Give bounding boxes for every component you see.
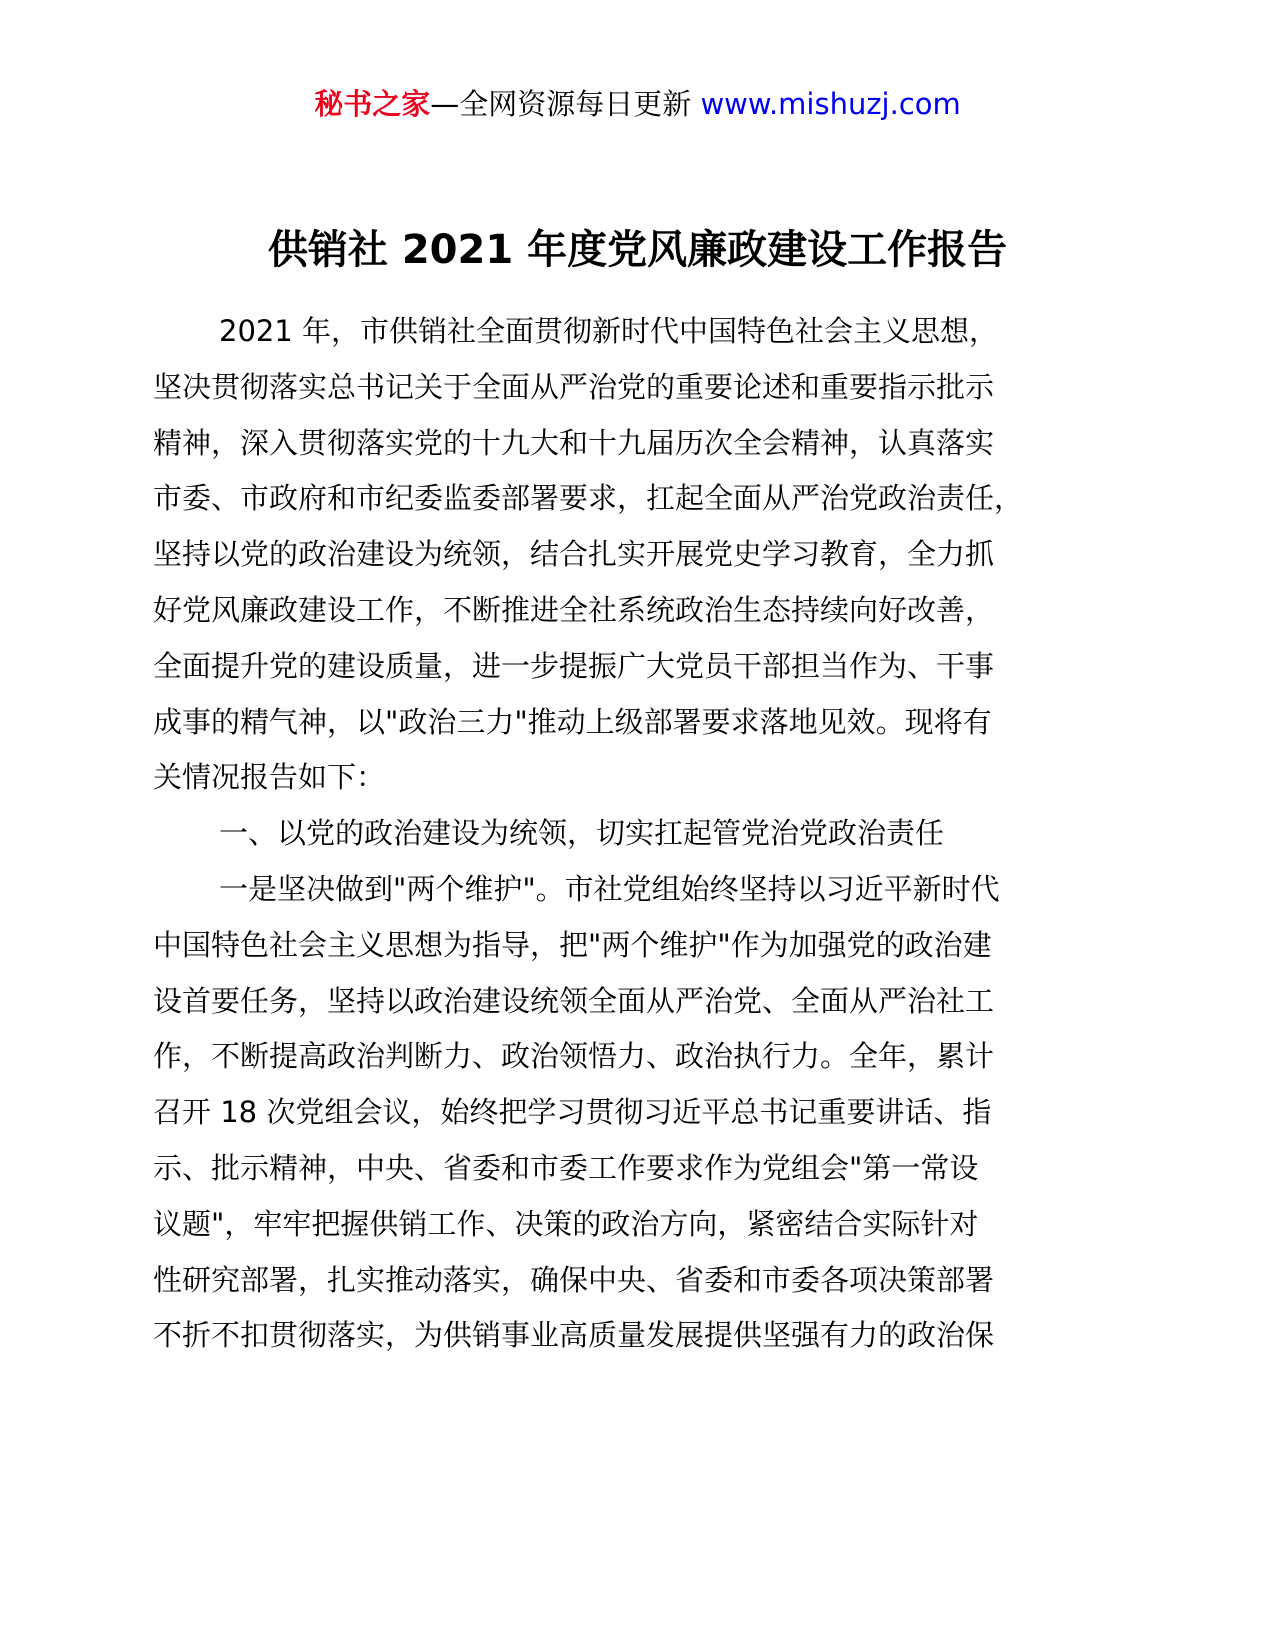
body-line: 一是坚决做到"两个维护"。市社党组始终坚持以习近平新时代 <box>219 871 1000 906</box>
site-name: 秘书之家 <box>314 87 431 121</box>
body-line: 不折不扣贯彻落实，为供销事业高质量发展提供坚强有力的政治保 <box>153 1318 995 1353</box>
body-line: 市委、市政府和市纪委监委部署要求，扛起全面从严治党政治责任， <box>153 481 1024 516</box>
body-line: 议题"，牢牢把握供销工作、决策的政治方向，紧密结合实际针对 <box>153 1206 979 1241</box>
body-line: 召开 18 次党组会议，始终把学习贯彻习近平总书记重要讲话、指 <box>153 1095 992 1130</box>
document-body <box>153 304 1125 1364</box>
body-line: 好党风廉政建设工作，不断推进全社系统政治生态持续向好改善， <box>153 592 995 627</box>
body-line: 全面提升党的建设质量，进一步提振广大党员干部担当作为、干事 <box>153 648 995 683</box>
section-heading: 一、以党的政治建设为统领，切实扛起管党治党政治责任 <box>219 816 945 851</box>
body-line: 作，不断提高政治判断力、政治领悟力、政治执行力。全年，累计 <box>153 1039 995 1074</box>
body-line: 示、批示精神，中央、省委和市委工作要求作为党组会"第一常设 <box>153 1150 979 1185</box>
body-line: 性研究部署，扎实推动落实，确保中央、省委和市委各项决策部署 <box>153 1262 995 1297</box>
site-header <box>0 84 1275 124</box>
body-line: 中国特色社会主义思想为指导，把"两个维护"作为加强党的政治建 <box>153 927 992 962</box>
document-title: 供销社 2021 年度党风廉政建设工作报告 <box>267 227 1008 273</box>
body-line: 关情况报告如下： <box>153 760 386 795</box>
body-line: 2021 年，市供销社全面贯彻新时代中国特色社会主义思想， <box>219 314 999 348</box>
body-line: 成事的精气神，以"政治三力"推动上级部署要求落地见效。现将有 <box>153 704 992 739</box>
site-url-link[interactable]: www.mishuzj.com <box>700 87 961 121</box>
body-line: 设首要任务，坚持以政治建设统领全面从严治党、全面从严治社工 <box>153 983 995 1018</box>
body-line: 精神，深入贯彻落实党的十九大和十九届历次全会精神，认真落实 <box>153 425 995 460</box>
body-line: 坚持以党的政治建设为统领，结合扎实开展党史学习教育，全力抓 <box>153 537 995 572</box>
site-tagline: —全网资源每日更新 <box>430 87 692 121</box>
body-line: 坚决贯彻落实总书记关于全面从严治党的重要论述和重要指示批示 <box>153 369 995 404</box>
